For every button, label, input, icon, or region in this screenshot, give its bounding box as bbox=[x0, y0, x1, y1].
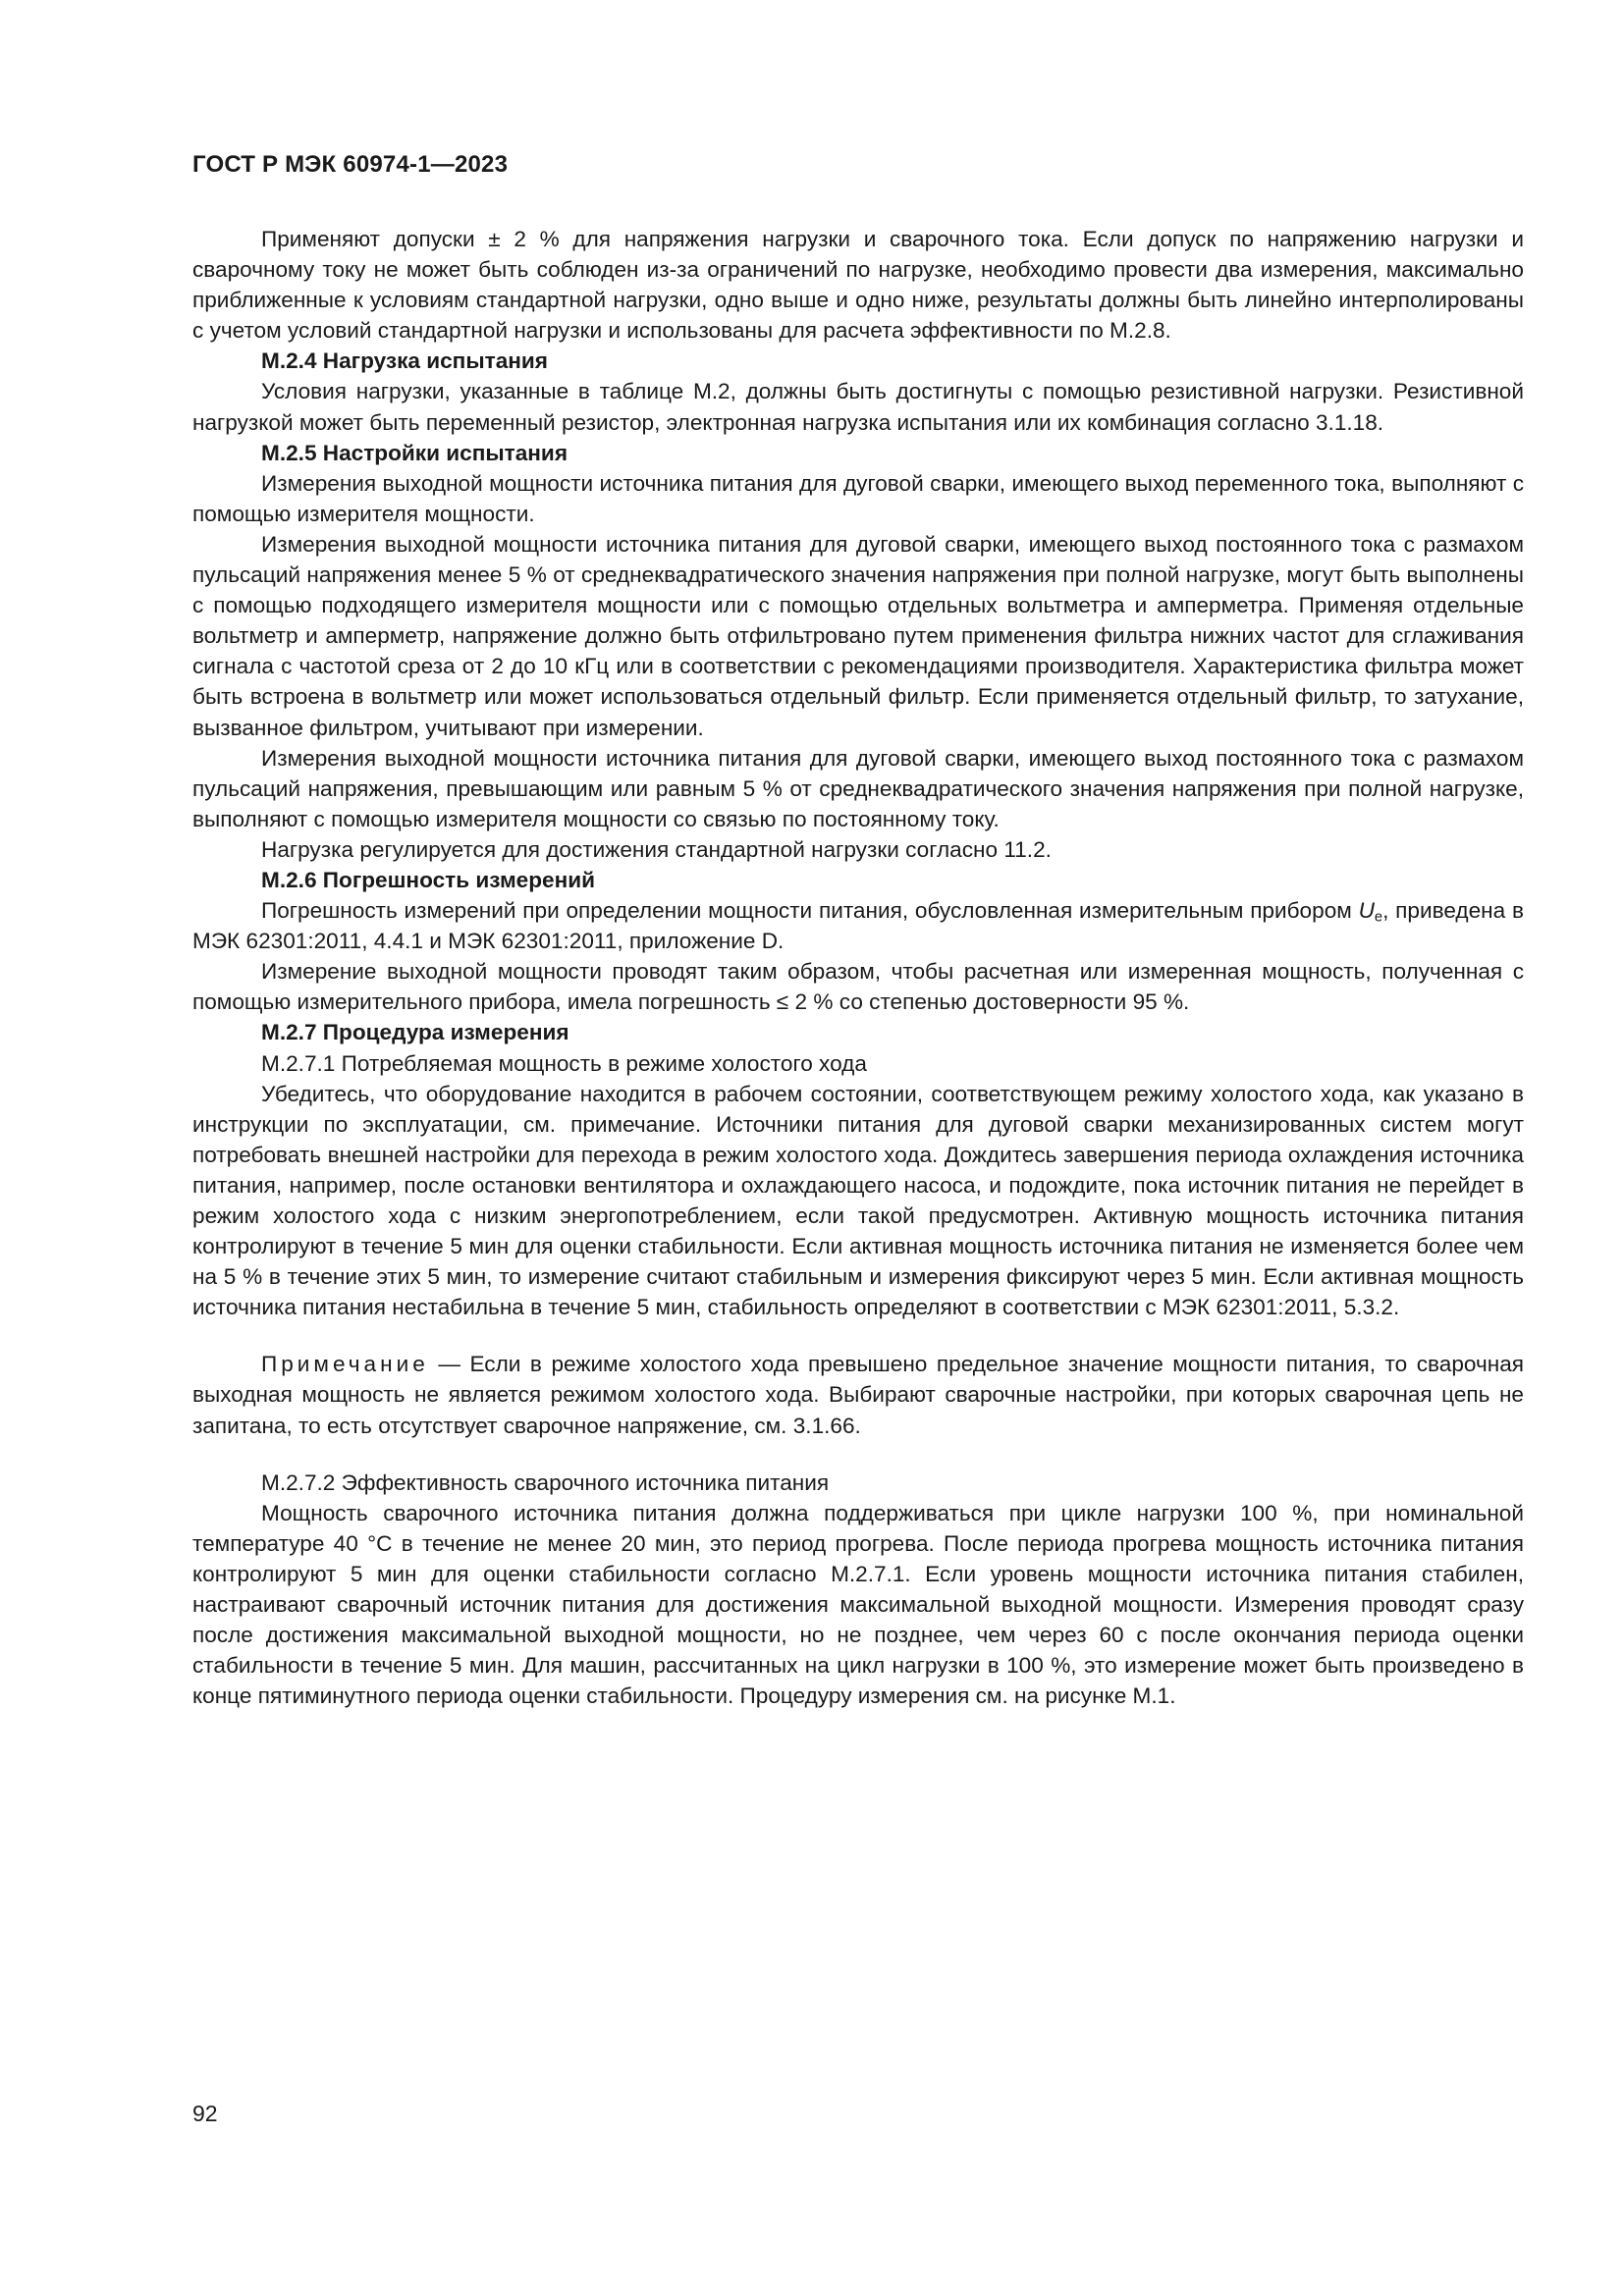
paragraph-m25-1: Измерения выходной мощности источника питания для дуговой сварки, имеющего выход переменного тока, выполняют с помощью измерителя мощности. bbox=[192, 470, 1524, 526]
paragraph-m26-1 bbox=[192, 895, 1524, 956]
voltage-subscript: e bbox=[1374, 909, 1383, 926]
m26-text-start: Погрешность измерений при определении мощности питания, обусловленная измерительным прибором bbox=[261, 898, 1359, 924]
paragraph-m24: Условия нагрузки, указанные в таблице М.2, должны быть достигнуты с помощью резистивной нагрузки. Резистивной нагрузкой может быть переменный резистор, электронная нагрузка испытания или их комбинация согласно 3.1.18. bbox=[192, 379, 1524, 435]
note-paragraph bbox=[192, 1349, 1524, 1440]
note-label: Примечание bbox=[261, 1352, 429, 1377]
document-page bbox=[192, 0, 1524, 2296]
subsection-heading-m272: М.2.7.2 Эффективность сварочного источника питания bbox=[261, 1469, 830, 1495]
paragraph-m272: Мощность сварочного источника питания должна поддерживаться при цикле нагрузки 100 %, при номинальной температуре 40 °С в течение не менее 20 мин, это период прогрева. После периода прогрева мощность источника питания контролируют 5 мин для оценки стабильности согласно М.2.7.1. Если уровень мощности источника питания стабилен, настраивают сварочный источник питания для достижения максимальной выходной мощности. Измерения проводят сразу после достижения максимальной выходной мощности, но не позднее, чем через 60 с после окончания периода оценки стабильности в течение 5 мин. Для машин, рассчитанных на цикл нагрузки в 100 %, это измерение может быть произведено в конце пятиминутного периода оценки стабильности. Процедуру измерения см. на рисунке М.1. bbox=[192, 1500, 1524, 1709]
section-heading-m26: М.2.6 Погрешность измерений bbox=[261, 867, 596, 892]
page-number: 92 bbox=[192, 2101, 218, 2126]
section-heading-m25: М.2.5 Настройки испытания bbox=[261, 440, 568, 465]
paragraph-m25-4: Нагрузка регулируется для достижения стандартной нагрузки согласно 11.2. bbox=[261, 836, 1052, 862]
m26-text-end: , приведена в МЭК 62301:2011, 4.4.1 и МЭК 62301:2011, приложение D. bbox=[192, 898, 1524, 954]
subsection-heading-m271: М.2.7.1 Потребляемая мощность в режиме холостого хода bbox=[261, 1050, 867, 1076]
section-heading-m24: М.2.4 Нагрузка испытания bbox=[261, 348, 548, 374]
voltage-symbol: U bbox=[1358, 898, 1375, 924]
section-heading-m27: М.2.7 Процедура измерения bbox=[261, 1020, 569, 1045]
paragraph-m271: Убедитесь, что оборудование находится в рабочем состоянии, соответствующем режиму холостого хода, как указано в инструкции по эксплуатации, см. примечание. Источники питания для дуговой сварки механизированных систем могут потребовать внешней настройки для перехода в режим холостого хода. Дождитесь завершения периода охлаждения источника питания, например, после остановки вентилятора и охлаждающего насоса, и подождите, пока источник питания не перейдет в режим холостого хода с низким энергопотреблением, если такой предусмотрен. Активную мощность источника питания контролируют в течение 5 мин для оценки стабильности. Если активная мощность источника питания не изменяется более чем на 5 % в течение этих 5 мин, то измерение считают стабильным и измерения фиксируют через 5 мин. Если активная мощность источника питания нестабильна в течение 5 мин, стабильность определяют в соответствии с МЭК 62301:2011, 5.3.2. bbox=[192, 1081, 1524, 1320]
paragraph-m25-2: Измерения выходной мощности источника питания для дуговой сварки, имеющего выход постоянного тока с размахом пульсаций напряжения менее 5 % от среднеквадратического значения напряжения при полной нагрузке, могут быть выполнены с помощью подходящего измерителя мощности или с помощью отдельных вольтметра и амперметра. Применяя отдельные вольтметр и амперметр, напряжение должно быть отфильтровано путем применения фильтра нижних частот для сглаживания сигнала с частотой среза от 2 до 10 кГц или в соответствии с рекомендациями производителя. Характеристика фильтра может быть встроена в вольтметр или может использоваться отдельный фильтр. Если применяется отдельный фильтр, то затухание, вызванное фильтром, учитывают при измерении. bbox=[192, 531, 1524, 740]
paragraph-m25-3: Измерения выходной мощности источника питания для дуговой сварки, имеющего выход постоянного тока с размахом пульсаций напряжения, превышающим или равным 5 % от среднеквадратического значения напряжения при полной нагрузке, выполняют с помощью измерителя мощности со связью по постоянному току. bbox=[192, 745, 1524, 831]
document-header: ГОСТ Р МЭК 60974-1—2023 bbox=[192, 151, 509, 178]
paragraph-tolerances: Применяют допуски ± 2 % для напряжения нагрузки и сварочного тока. Если допуск по напряжению нагрузки и сварочному току не может быть соблюден из-за ограничений по нагрузке, необходимо провести два измерения, максимально приближенные к условиям стандартной нагрузки, одно выше и одно ниже, результаты должны быть линейно интерполированы с учетом условий стандартной нагрузки и использованы для расчета эффективности по М.2.8. bbox=[192, 227, 1524, 344]
document-body bbox=[192, 224, 1524, 1711]
paragraph-m26-2: Измерение выходной мощности проводят таким образом, чтобы расчетная или измеренная мощность, полученная с помощью измерительного прибора, имела погрешность ≤ 2 % со степенью достоверности 95 %. bbox=[192, 959, 1524, 1015]
note-text: — Если в режиме холостого хода превышено предельное значение мощности питания, то сварочная выходная мощность не является режимом холостого хода. Выбирают сварочные настройки, при которых сварочная цепь не запитана, то есть отсутствует сварочное напряжение, см. 3.1.66. bbox=[192, 1352, 1524, 1438]
